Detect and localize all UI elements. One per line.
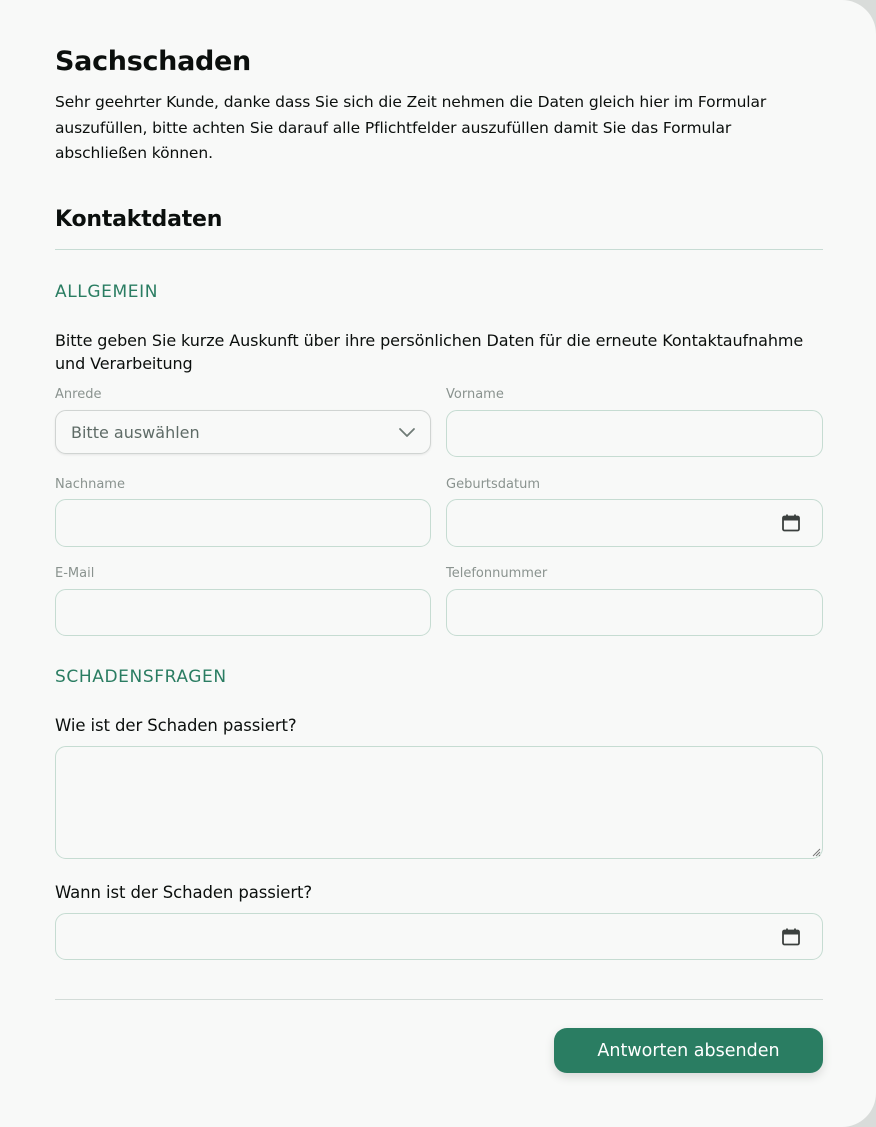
firstname-input[interactable] bbox=[446, 410, 823, 457]
email-label: E-Mail bbox=[55, 566, 95, 581]
birthdate-label: Geburtsdatum bbox=[446, 477, 540, 492]
section-damage: SCHADENSFRAGEN bbox=[55, 667, 227, 687]
birthdate-input[interactable] bbox=[446, 499, 823, 547]
submit-button[interactable]: Antworten absenden bbox=[554, 1028, 823, 1073]
calendar-icon[interactable] bbox=[781, 927, 801, 947]
intro-text: Sehr geehrter Kunde, danke dass Sie sich die Zeit nehmen die Daten gleich hier im Formular auszufüllen, bitte achten Sie darauf alle Pflichtfelder auszufüllen damit Sie das Formular abschließen können. bbox=[55, 93, 767, 162]
firstname-label: Vorname bbox=[446, 387, 504, 402]
chevron-down-icon bbox=[398, 424, 416, 442]
salutation-select[interactable] bbox=[55, 410, 431, 454]
damage-how-textarea[interactable] bbox=[55, 746, 823, 859]
divider bbox=[55, 249, 823, 250]
salutation-label: Anrede bbox=[55, 387, 102, 402]
damage-when-label: Wann ist der Schaden passiert? bbox=[55, 883, 313, 902]
email-input[interactable] bbox=[55, 589, 431, 636]
divider bbox=[55, 999, 823, 1000]
section-general: ALLGEMEIN bbox=[55, 282, 159, 302]
salutation-value: Bitte auswählen bbox=[71, 422, 200, 442]
calendar-icon[interactable] bbox=[781, 513, 801, 533]
resize-grip-icon[interactable] bbox=[811, 847, 821, 857]
damage-how-label: Wie ist der Schaden passiert? bbox=[55, 716, 297, 735]
lastname-input[interactable] bbox=[55, 499, 431, 547]
phone-label: Telefonnummer bbox=[446, 566, 548, 581]
damage-when-input[interactable] bbox=[55, 913, 823, 960]
lastname-label: Nachname bbox=[55, 477, 125, 492]
contact-lead-text: Bitte geben Sie kurze Auskunft über ihre persönlichen Daten für die erneute Kontaktaufnahme und Verarbeitung bbox=[55, 331, 804, 373]
phone-input[interactable] bbox=[446, 589, 823, 636]
page-title: Sachschaden bbox=[55, 46, 251, 77]
contact-heading: Kontaktdaten bbox=[55, 207, 223, 232]
